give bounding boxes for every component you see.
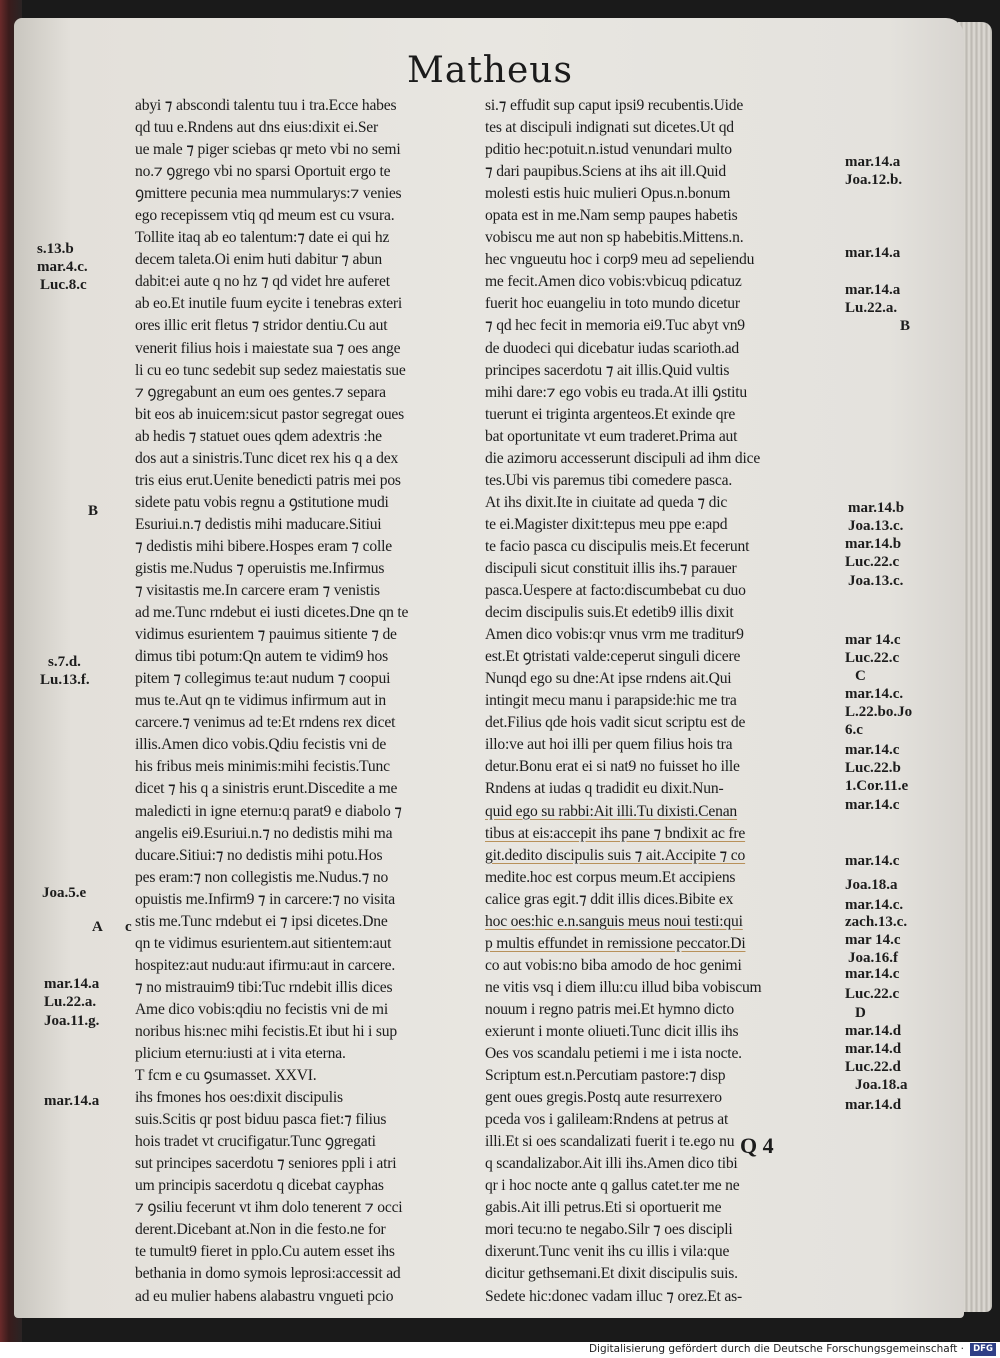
margin-note: s.13.b (37, 241, 74, 257)
text-line: die azimoru accesserunt discipuli ad ihm dice (485, 449, 761, 467)
text-line: ꝯmittere pecunia mea nummularys:⁊ venies (135, 185, 402, 203)
text-line: pditio hec:potuit.n.istud venundari multo (485, 141, 732, 159)
margin-note: B (88, 503, 99, 519)
text-line: mori tecu:no te negabo.Silr ⁊ oes discipli (485, 1221, 733, 1239)
text-line: dabit:ei aute q no hz ⁊ qd videt hre auferet (135, 273, 390, 291)
text-line: sut principes sacerdotu ⁊ seniores ppli i atri (135, 1155, 397, 1173)
margin-note: Luc.22.c (845, 554, 900, 570)
text-line: opata est in me.Nam semp paupes habetis (485, 207, 738, 225)
text-line: ad eu mulier habens alabastru vngueti pcio (135, 1287, 394, 1305)
text-line: molesti estis huic mulieri Opus.n.bonum (485, 185, 731, 203)
text-line: ue male ⁊ piger sciebas qr meto vbi no semi (135, 141, 401, 159)
footer-bar (0, 1342, 1000, 1358)
margin-note: mar.14.a (845, 245, 901, 261)
margin-note: mar.14.d (845, 1023, 902, 1039)
text-line: Tollite itaq ab eo talentum:⁊ date ei qui hz (135, 229, 390, 247)
margin-note: Joa.13.c. (848, 573, 904, 589)
text-line: calice gras egit.⁊ ddit illis dices.Bibite ex (485, 890, 734, 908)
margin-note: mar.14.c. (845, 686, 904, 702)
margin-note: c (125, 919, 132, 935)
text-line: ⁊ qd hec fecit in memoria ei9.Tuc abyt vn9 (485, 317, 745, 335)
text-line: stis me.Tunc rndebut ei ⁊ ipsi dicetes.Dne (135, 912, 388, 930)
margin-note: Luc.22.b (845, 760, 901, 776)
text-line: pasca.Uespere at facto:discumbebat cu duo (485, 582, 746, 600)
text-line: bit eos ab inuicem:sicut pastor segregat oues (135, 405, 405, 423)
text-line: decem taleta.Oi enim huti dabitur ⁊ abun (135, 251, 383, 269)
margin-note: Joa.12.b. (845, 172, 903, 188)
margin-note: L.22.bo.Jo (845, 704, 913, 720)
running-head: Matheus (407, 50, 573, 91)
margin-note: s.7.d. (48, 654, 81, 670)
text-line: ⁊ no mistrauim9 tibi:Tuc rndebit illis dices (135, 978, 393, 996)
margin-note: D (855, 1005, 866, 1021)
text-line: pceda vos i galileam:Rndens at petrus at (485, 1111, 729, 1129)
margin-note: Joa.13.c. (848, 518, 904, 534)
text-line: ⁊ visitastis me.In carcere eram ⁊ venistis (135, 582, 380, 600)
text-line: vidimus esurientem ⁊ pauimus sitiente ⁊ de (135, 626, 397, 644)
margin-note: 6.c (845, 722, 863, 738)
text-line: Ame dico vobis:qdiu no fecistis vni de mi (135, 1000, 388, 1018)
dfg-logo: DFG (970, 1343, 996, 1356)
text-line: Rndens at iudas q tradidit eu dixit.Nun- (485, 780, 724, 798)
text-line: q scandalizabor.Ait illi ihs.Amen dico tibi (485, 1155, 738, 1173)
text-line: his fribus meis minimis:mihi fecistis.Tunc (135, 758, 390, 776)
text-line: Oes vos scandalu petiemi i me i ista nocte. (485, 1045, 742, 1063)
text-line: no.⁊ ꝯgrego vbi no sparsi Oportuit ergo te (135, 163, 391, 181)
margin-note: mar.14.c (845, 742, 900, 758)
text-line: Sedete hic:donec vadam illuc ⁊ orez.Et as- (485, 1287, 742, 1305)
text-column-right (485, 95, 843, 1308)
text-line: illi.Et si oes scandalizati fuerit i te.ego nu (485, 1133, 735, 1151)
text-line: noribus his:nec mihi fecistis.Et ibut hi i sup (135, 1022, 397, 1040)
text-line: bethania in domo symois leprosi:accessit ad (135, 1265, 401, 1283)
text-line: te tumult9 fieret in pplo.Cu autem esset ihs (135, 1243, 395, 1261)
text-line: Scriptum est.n.Percutiam pastore:⁊ disp (485, 1067, 726, 1085)
text-line: mihi dare:⁊ ego vobis eu trada.At illi ꝯstitu (485, 383, 747, 401)
text-line: dimus tibi potum:Qn autem te vidim9 hos (135, 648, 388, 666)
margin-note: Lu.22.a. (845, 300, 898, 316)
text-line: de duodeci qui dicebatur iudas scarioth.ad (485, 339, 740, 357)
margin-note: C (855, 668, 866, 684)
text-line: hospitez:aut nudu:aut ifirmu:aut in carcere. (135, 956, 396, 974)
text-line: dixerunt.Tunc venit ihs cu illis i vila:que (485, 1243, 730, 1261)
text-line: qd tuu e.Rndens aut dns eius:dixit ei.Ser (135, 119, 379, 137)
text-line: discipuli sicut constituit illis ihs.⁊ parauer (485, 559, 737, 577)
margin-note: mar.14.d (845, 1041, 902, 1057)
margin-note: mar.14.a (44, 1093, 100, 1109)
text-line: ducare.Sitiui:⁊ no dedistis mihi potu.Hos (135, 846, 383, 864)
text-line: dicitur gethsemani.Et dixit discipulis suis. (485, 1265, 738, 1283)
text-line: Nunqd ego su dne:At ipse rndens ait.Qui (485, 670, 732, 688)
text-line: detur.Bonu erat ei si nat9 no fuisset ho ille (485, 758, 740, 776)
margin-note: mar.14.a (845, 282, 901, 298)
margin-note: 1.Cor.11.e (845, 778, 909, 794)
text-line: exierunt i monte oliueti.Tunc dicit illis ihs (485, 1022, 739, 1040)
margin-note: mar.14.c (845, 966, 900, 982)
text-line: ⁊ ꝯsiliu fecerunt vt ihm dolo tenerent ⁊ occi (135, 1199, 403, 1217)
text-line: intingit mecu manu i parapside:hic me tra (485, 692, 737, 710)
margin-note: Luc.22.d (845, 1059, 901, 1075)
text-line: plicium eternu:iusti at i vita eterna. (135, 1045, 346, 1063)
text-line: quid ego su rabbi:Ait illi.Tu dixisti.Cenan (485, 802, 738, 820)
text-line: mus te.Aut qn te vidimus infirmum aut in (135, 692, 387, 710)
text-line: medite.hoc est corpus meum.Et accipiens (485, 868, 736, 886)
text-line: um principis sacerdotu q dicebat cayphas (135, 1177, 384, 1195)
text-line: si.⁊ effudit sup caput ipsi9 recubentis.Uide (485, 97, 744, 114)
text-line: decim discipulis suis.Et edetib9 illis dixit (485, 604, 734, 622)
margin-note: mar 14.c (845, 632, 901, 648)
text-line: tris eius erut.Uenite benedicti patris mei pos (135, 471, 401, 489)
text-line: tuerunt ei triginta argenteos.Et exinde qre (485, 405, 736, 423)
margin-note: Joa.18.a (855, 1077, 908, 1093)
text-line: principes sacerdotu ⁊ ait illis.Quid vultis (485, 361, 730, 379)
text-line: te ei.Magister dixit:tepus meu ppe e:apd (485, 515, 728, 533)
text-line: dos aut a sinistris.Tunc dicet rex his q a dex (135, 449, 399, 467)
text-line: li cu eo tunc sedebit sup sedez maiestatis sue (135, 361, 406, 379)
text-line: ab eo.Et inutile fuum eycite i tenebras exteri (135, 295, 403, 313)
margin-note: Luc.8.c (40, 277, 87, 293)
text-line: abyi ⁊ abscondi talentu tuu i tra.Ecce habes (135, 97, 397, 114)
margin-note: Luc.22.c (845, 650, 900, 666)
text-line: sidete patu vobis regnu a ꝯstitutione mudi (135, 493, 389, 511)
text-line: pes eram:⁊ non collegistis me.Nudus.⁊ no (135, 868, 389, 886)
margin-note: B (900, 318, 911, 334)
margin-note: A (92, 919, 103, 935)
margin-note: Lu.22.a. (44, 994, 97, 1010)
text-line: opuistis me.Infirm9 ⁊ in carcere:⁊ no visita (135, 890, 396, 908)
text-line: git.dedito discipulis suis ⁊ ait.Accipite ⁊ co (485, 846, 746, 864)
text-line: ihs fmones hos oes:dixit discipulis (135, 1089, 343, 1107)
text-line: co aut vobis:no biba amodo de hoc genimi (485, 956, 742, 974)
text-line: Esuriui.n.⁊ dedistis mihi maducare.Sitiui (135, 515, 382, 533)
text-line: illis.Amen dico vobis.Qdiu fecistis vni de (135, 736, 387, 754)
margin-note: mar 14.c (845, 932, 901, 948)
text-line: qr i hoc nocte ante q gallus catet.ter me ne (485, 1177, 740, 1195)
text-line: ⁊ dari paupibus.Sciens at ihs ait ill.Quid (485, 163, 727, 181)
margin-note: zach.13.c. (845, 914, 908, 930)
text-line: angelis ei9.Esuriui.n.⁊ no dedistis mihi ma (135, 824, 393, 842)
text-line: illo:ve aut hoi illi per quem filius hois tra (485, 736, 733, 754)
text-line: te facio pasca cu discipulis meis.Et fecerunt (485, 537, 750, 555)
text-line: hec vngueutu hoc i corp9 meu ad sepeliendu (485, 251, 755, 269)
margin-note: Joa.16.f (848, 950, 898, 966)
text-line: hoc oes:hic e.n.sanguis meus noui testi:qui (485, 912, 743, 930)
margin-note: mar.14.a (44, 976, 100, 992)
text-line: At ihs dixit.Ite in ciuitate ad queda ⁊ dic (485, 493, 728, 511)
text-line: ego recepissem vtiq qd meum est cu vsura. (135, 207, 395, 225)
text-line: nouum i regno patris mei.Et hymno dicto (485, 1000, 735, 1018)
text-line: gistis me.Nudus ⁊ operuistis me.Infirmus (135, 559, 385, 577)
text-line: ab hedis ⁊ statuet oues qdem adextris :he (135, 427, 382, 445)
text-line: gabis.Ait illi petrus.Eti si oportuerit me (485, 1199, 722, 1217)
text-line: Amen dico vobis:qr vnus vrm me traditur9 (485, 626, 744, 644)
text-line: tes.Ubi vis paremus tibi comedere pasca. (485, 471, 733, 489)
signature-mark: Q 4 (740, 1133, 774, 1158)
text-line: suis.Scitis qr post biduu pasca fiet:⁊ filius (135, 1111, 387, 1129)
text-line: tibus at eis:accepit ihs pane ⁊ bndixit ac fre (485, 824, 746, 842)
text-line: ne vitis vsq i diem illu:cu illud biba vobiscum (485, 978, 762, 996)
footer-credit: Digitalisierung gefördert durch die Deutsche Forschungsgemeinschaft · (588, 1343, 964, 1355)
text-line: derent.Dicebant at.Non in die festo.ne for (135, 1221, 386, 1239)
margin-note: mar.14.a (845, 154, 901, 170)
margin-note: mar.14.c (845, 853, 900, 869)
margin-note: Joa.11.g. (44, 1013, 100, 1029)
text-line: maledicti in igne eternu:q parat9 e diabolo ⁊ (135, 802, 402, 820)
margin-note: Luc.22.c (845, 986, 900, 1002)
text-line: dicet ⁊ his q a sinistris erunt.Discedite a me (135, 780, 398, 798)
margin-note: mar.4.c. (37, 259, 88, 275)
text-line: ores illic erit fletus ⁊ stridor dentiu.Cu aut (135, 317, 388, 335)
text-line: tes at discipuli indignati sut dicetes.Ut qd (485, 119, 734, 137)
text-line: pitem ⁊ collegimus te:aut nudum ⁊ coopui (135, 670, 391, 688)
margin-note: mar.14.b (845, 536, 902, 552)
text-line: me fecit.Amen dico vobis:vbicuq pdicatuz (485, 273, 742, 291)
text-line: det.Filius qde hois vadit sicut scriptu est de (485, 714, 746, 732)
text-line: fuerit hoc euangeliu in toto mundo dicetur (485, 295, 740, 313)
text-line: T fcm e cu ꝯsumasset. XXVI. (135, 1067, 317, 1085)
margin-note: mar.14.d (845, 1097, 902, 1113)
text-line: carcere.⁊ venimus ad te:Et rndens rex dicet (135, 714, 396, 732)
margin-note: Joa.5.e (42, 885, 87, 901)
text-line: ad me.Tunc rndebut ei iusti dicetes.Dne qn te (135, 604, 409, 622)
margin-note: Joa.18.a (845, 877, 898, 893)
text-line: ⁊ ꝯgregabunt an eum oes gentes.⁊ separa (135, 383, 386, 401)
text-line: vobiscu me aut non sp habebitis.Mittens.n. (485, 229, 744, 247)
text-line: bat oportunitate vt eum traderet.Prima aut (485, 427, 738, 445)
text-line: est.Et ꝯtristati valde:ceperut singuli dicere (485, 648, 741, 666)
text-column-left (135, 95, 480, 1308)
text-line: qn te vidimus esurientem.aut sitientem:aut (135, 934, 392, 952)
text-line: venerit filius hois i maiestate sua ⁊ oes ange (135, 339, 401, 357)
text-line: p multis effundet in remissione peccator.Di (485, 934, 746, 952)
text-line: hois tradet vt crucifigatur.Tunc ꝯgregati (135, 1133, 376, 1151)
margin-note: mar.14.c (845, 797, 900, 813)
margin-note: Lu.13.f. (40, 672, 90, 688)
margin-note: mar.14.b (848, 500, 905, 516)
text-line: ⁊ dedistis mihi bibere.Hospes eram ⁊ colle (135, 537, 392, 555)
text-line: gent oues gregis.Postq aute resurrexero (485, 1089, 722, 1107)
margin-note: mar.14.c. (845, 897, 904, 913)
